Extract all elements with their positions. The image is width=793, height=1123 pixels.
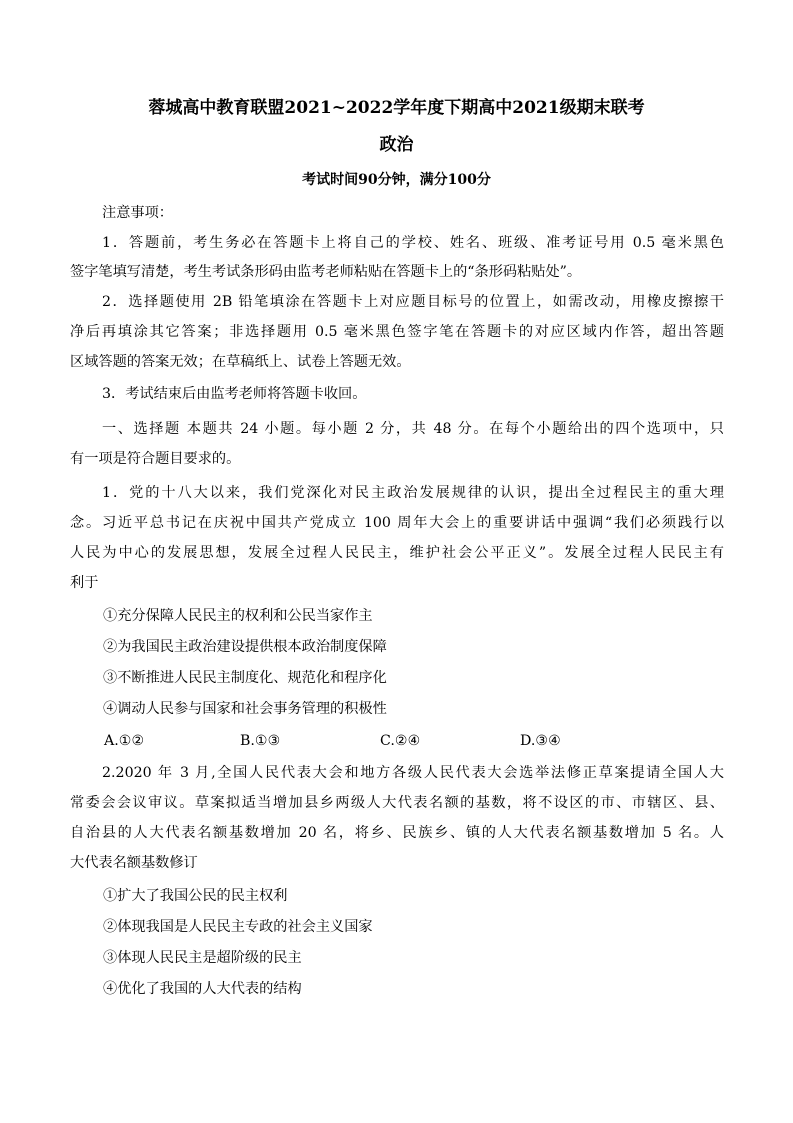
notes-heading: 注意事项： (102, 205, 173, 221)
note-1-line-1: 1．答题前，考生务必在答题卡上将自己的学校、姓名、班级、准考证号用 0.5 毫米黑色 (102, 235, 724, 251)
question-2-line-3: 自治县的人大代表名额基数增加 20 名，将乡、民族乡、镇的人大代表名额基数增加 5 名。人 (70, 825, 724, 841)
question-1-statement-4: ④调动人民参与国家和社会事务管理的积极性 (103, 701, 387, 717)
question-2-statement-4: ④优化了我国的人大代表的结构 (103, 981, 302, 997)
note-3-line-1: 3．考试结束后由监考老师将答题卡收回。 (102, 386, 367, 402)
question-2-line-1: 2.2020 年 3 月,全国人民代表大会和地方各级人民代表大会选举法修正草案提请全国人大 (102, 765, 724, 781)
note-2-line-2: 净后再填涂其它答案；非选择题用 0.5 毫米黑色签字笔在答题卡的对应区域内作答，超出答题 (70, 324, 724, 340)
note-2-line-1: 2．选择题使用 2B 铅笔填涂在答题卡上对应题目标号的位置上，如需改动，用橡皮擦擦干 (102, 294, 724, 310)
exam-title: 蓉城高中教育联盟2021~2022学年度下期高中2021级期末联考 (148, 98, 645, 118)
section-1-intro-line-1: 一、选择题 本题共 24 小题。每小题 2 分，共 48 分。在每个小题给出的四个选项中，只 (102, 421, 724, 437)
question-1-line-1: 1．党的十八大以来，我们党深化对民主政治发展规律的认识，提出全过程民主的重大理 (102, 485, 724, 501)
note-2-line-3: 区域答题的答案无效；在草稿纸上、试卷上答题无效。 (70, 354, 411, 370)
question-1-line-2: 念。习近平总书记在庆祝中国共产党成立 100 周年大会上的重要讲话中强调“我们必须践行以 (70, 515, 724, 531)
question-2-statement-1: ①扩大了我国公民的民主权利 (103, 888, 288, 904)
question-2-line-4: 大代表名额基数修订 (70, 855, 198, 871)
exam-info: 考试时间90分钟，满分100分 (302, 172, 491, 188)
question-1-statement-1: ①充分保障人民民主的权利和公民当家作主 (103, 608, 373, 624)
question-2-statement-2: ②体现我国是人民民主专政的社会主义国家 (103, 919, 373, 935)
question-1-choice-d: D.③④ (520, 733, 561, 749)
question-1-statement-2: ②为我国民主政治建设提供根本政治制度保障 (103, 639, 387, 655)
subject-title: 政治 (379, 135, 414, 155)
section-1-intro-line-2: 有一项是符合题目要求的。 (70, 451, 241, 467)
question-1-choice-a: A.①② (104, 733, 145, 749)
note-1-line-2: 签字笔填写清楚，考生考试条形码由监考老师粘贴在答题卡上的“条形码粘贴处”。 (70, 264, 582, 280)
question-1-line-4: 利于 (70, 575, 99, 591)
question-1-statement-3: ③不断推进人民民主制度化、规范化和程序化 (103, 670, 387, 686)
question-2-statement-3: ③体现人民民主是超阶级的民主 (103, 950, 302, 966)
question-1-choice-b: B.①③ (240, 733, 281, 749)
question-2-line-2: 常委会会议审议。草案拟适当增加县乡两级人大代表名额的基数，将不设区的市、市辖区、县、 (70, 795, 724, 811)
question-1-choice-c: C.②④ (380, 733, 421, 749)
question-1-line-3: 人民为中心的发展思想，发展全过程人民民主，维护社会公平正义”。发展全过程人民民主有 (70, 545, 724, 561)
